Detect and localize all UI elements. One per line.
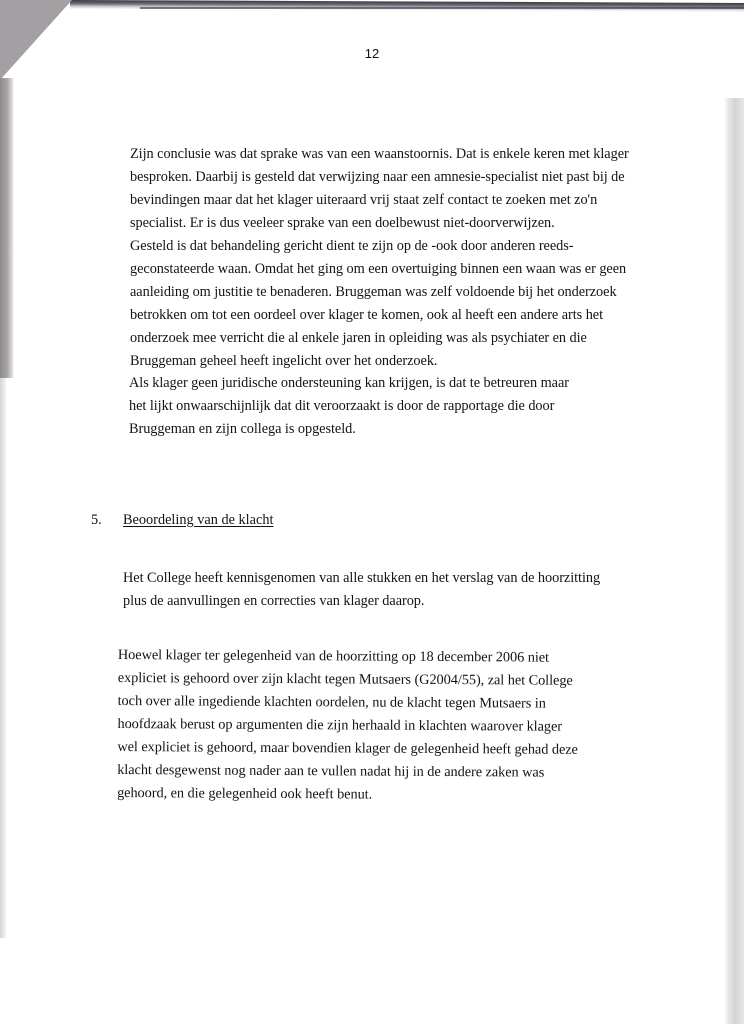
text-line: onderzoek mee verricht die al enkele jaren in opleiding was als psychiater en die — [130, 330, 587, 346]
text-line: klacht desgewenst nog nader aan te vullen nadat hij in de andere zaken was — [117, 761, 545, 781]
text-line: bevindingen maar dat het klager uiteraard vrij staat zelf contact te zoeken met zo'n — [130, 192, 598, 208]
scan-edge-right — [724, 98, 744, 1024]
text-line: gehoord, en die gelegenheid ook heeft benut. — [117, 784, 373, 803]
text-line: het lijkt onwaarschijnlijk dat dit veroorzaakt is door de rapportage die door — [129, 398, 555, 414]
text-line: Gesteld is dat behandeling gericht dient te zijn op de -ook door anderen reeds- — [130, 238, 574, 254]
scan-edge-left-lower — [0, 378, 6, 938]
paragraph-college-review — [123, 567, 600, 613]
paragraph-legal-support — [129, 372, 569, 441]
paragraph-hearing-mutsaers — [117, 644, 578, 808]
text-line: Bruggeman en zijn collega is opgesteld. — [129, 421, 356, 437]
text-line: hoofdzaak berust op argumenten die zijn herhaald in klachten waarover klager — [117, 715, 563, 735]
text-line: betrokken om tot een oordeel over klager te komen, ook al heeft een andere arts het — [130, 307, 604, 323]
section-heading — [91, 509, 273, 532]
scan-edge-top — [70, 0, 744, 12]
scan-corner-fold — [0, 0, 72, 80]
text-line: Als klager geen juridische ondersteuning kan krijgen, is dat te betreuren maar — [129, 375, 569, 391]
scan-edge-top-line — [140, 7, 744, 9]
text-line: wel expliciet is gehoord, maar bovendien klager de gelegenheid heeft gehad deze — [117, 738, 578, 758]
text-line: Hoewel klager ter gelegenheid van de hoorzitting op 18 december 2006 niet — [117, 646, 550, 666]
section-number: 5. — [91, 512, 102, 528]
text-line: Bruggeman geheel heeft ingelicht over het onderzoek. — [130, 353, 438, 369]
text-line: Zijn conclusie was dat sprake was van een waanstoornis. Dat is enkele keren met klager — [130, 146, 629, 162]
text-line: toch over alle ingediende klachten oordelen, nu de klacht tegen Mutsaers in — [117, 692, 546, 712]
text-line: expliciet is gehoord over zijn klacht tegen Mutsaers (G2004/55), zal het College — [117, 669, 573, 689]
page-number: 12 — [364, 46, 380, 61]
paragraph-psychiatrist-conclusion — [130, 143, 629, 373]
section-title: Beoordeling van de klacht — [123, 512, 274, 528]
text-line: specialist. Er is dus veeleer sprake van een doelbewust niet-doorverwijzen. — [130, 215, 555, 231]
text-line: geconstateerde waan. Omdat het ging om een overtuiging binnen een waan was er geen — [130, 261, 627, 277]
text-line: Het College heeft kennisgenomen van alle stukken en het verslag van de hoorzitting — [123, 570, 601, 586]
scan-edge-left — [0, 78, 14, 378]
text-line: aanleiding om justitie te benaderen. Bruggeman was zelf voldoende bij het onderzoek — [130, 284, 617, 300]
text-line: besproken. Daarbij is gesteld dat verwijzing naar een amnesie-specialist niet past bij de — [130, 169, 625, 185]
text-line: plus de aanvullingen en correcties van klager daarop. — [123, 593, 425, 609]
